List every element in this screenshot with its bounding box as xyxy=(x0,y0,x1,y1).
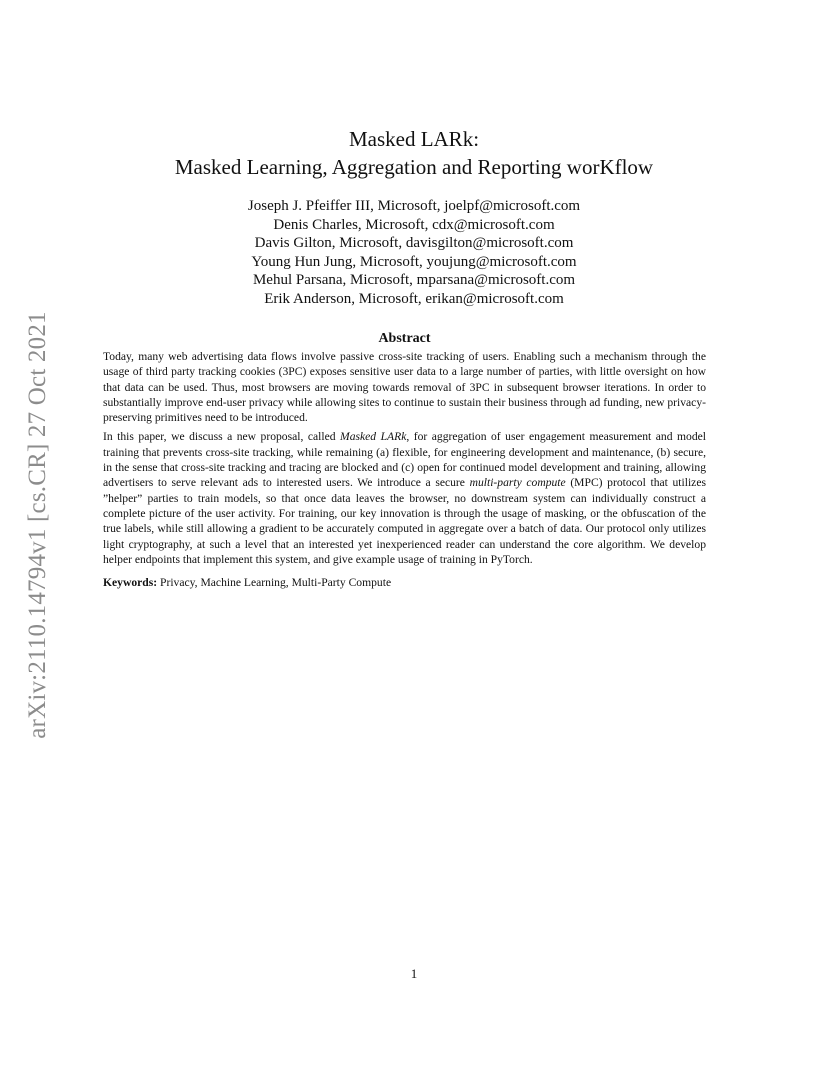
abstract-text: In this paper, we discuss a new proposal, called xyxy=(103,430,341,444)
author-line: Denis Charles, Microsoft, cdx@microsoft.com xyxy=(273,216,555,233)
author-line: Joseph J. Pfeiffer III, Microsoft, joelpf@microsoft.com xyxy=(247,198,581,214)
keywords-line xyxy=(103,575,706,590)
abstract-section xyxy=(103,330,706,590)
abstract-text: , for aggregation of user engagement measurement and model training that prevents cross-site tracking, while remaining (a) flexible, for engineering development and maintenance, (b) secure, in the sense that cross-site tracking and tracing are blocked and (c) open for continued model development and training, allowing advertisers to serve relevant ads to interested users. We introduce a secure xyxy=(103,430,706,490)
paper-title-line-2: Masked Learning, Aggregation and Reporting worKflow xyxy=(174,155,654,179)
abstract-text: (MPC) protocol that utilizes ”helper” parties to train models, so that once data leaves the browser, no downstream system can individually construct a complete picture of the user activity. For training, our key innovation is through the usage of masking, or the obfuscation of the true labels, while still allowing a gradient to be accurately computed in aggregate over a batch of data. Our protocol only utilizes light cryptography, at such a level that an interested yet inexperienced reader can understand the core algorithm. We develop helper endpoints that implement this system, and give example usage of training in PyTorch. xyxy=(103,476,706,566)
keywords-value: Privacy, Machine Learning, Multi-Party Compute xyxy=(160,576,392,590)
author-line: Davis Gilton, Microsoft, davisgilton@microsoft.com xyxy=(254,235,574,252)
author-line: Young Hun Jung, Microsoft, youjung@microsoft.com xyxy=(251,253,577,270)
emphasis-multi-party-compute: multi-party compute xyxy=(469,476,566,490)
author-line: Mehul Parsana, Microsoft, mparsana@microsoft.com xyxy=(252,272,576,289)
keywords-label: Keywords: xyxy=(103,576,158,590)
abstract-paragraph-2 xyxy=(103,429,706,567)
emphasis-masked-lark: Masked LARk xyxy=(340,430,407,444)
abstract-heading: Abstract xyxy=(378,331,431,346)
paper-title-line-1: Masked LARk: xyxy=(348,127,480,151)
author-list xyxy=(0,197,828,309)
arxiv-identifier-stamp: arXiv:2110.14794v1 [cs.CR] 27 Oct 2021 xyxy=(24,311,51,739)
abstract-paragraph-1: Today, many web advertising data flows involve passive cross-site tracking of users. Enabling such a mechanism through the usage of third party tracking cookies (3PC) exposes sensitive user data to a large number of parties, with little oversight on how that data can be used. Thus, most browsers are moving towards removal of 3PC in subsequent browser iterations. In order to substantially improve end-user privacy while allowing sites to continue to sustain their business through ad funding, new privacy-preserving primitives need to be introduced. xyxy=(103,350,706,425)
page-number: 1 xyxy=(410,966,418,981)
author-line: Erik Anderson, Microsoft, erikan@microsoft.com xyxy=(264,290,564,307)
paper-title xyxy=(0,125,828,181)
